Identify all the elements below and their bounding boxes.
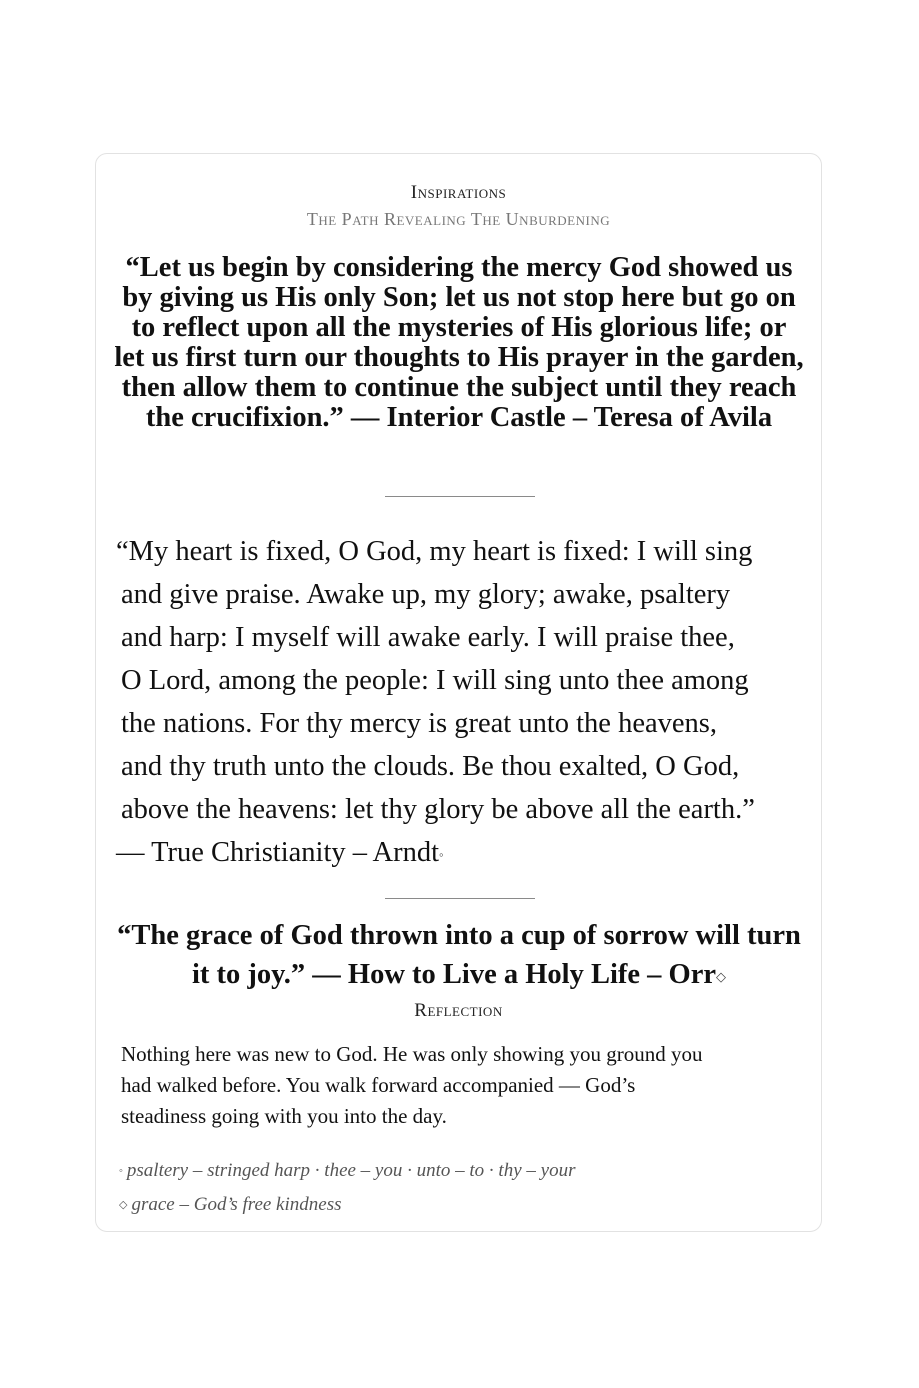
quote-orr <box>114 916 804 996</box>
quote-line: and give praise. Awake up, my glory; awake, psaltery <box>121 579 731 610</box>
quote-line: O Lord, among the people: I will sing unto thee among <box>121 665 749 696</box>
divider <box>385 496 535 497</box>
devotional-card <box>95 153 822 1232</box>
footnote-marker-diamond: ◇ <box>716 969 726 984</box>
quote-line: “My heart is fixed, O God, my heart is fixed: I will sing <box>116 536 753 567</box>
quote-text: “The grace of God thrown into a cup of sorrow will turn it to joy.” — How to Live a Holy Life – Orr <box>117 920 801 990</box>
footnote-text: psaltery – stringed harp · thee – you · unto – to · thy – your <box>126 1160 576 1181</box>
footnote <box>119 1154 799 1188</box>
quote-line: above the heavens: let thy glory be above all the earth.” <box>121 794 755 825</box>
footnote-marker-circle: ◦ <box>119 1165 123 1177</box>
reflection-line: Nothing here was new to God. He was only showing you ground you <box>121 1042 703 1066</box>
quote-arndt <box>116 530 806 876</box>
quote-teresa-of-avila: “Let us begin by considering the mercy God showed us by giving us His only Son; let us not stop here but go on to reflect upon all the mysteries of His glorious life; or let us first turn our thoughts to His prayer in the garden, then allow them to continue the subject until they reach the crucifixion.” — Interior Castle – Teresa of Avila <box>114 252 804 433</box>
section-title: Inspirations <box>410 182 507 203</box>
footnote <box>119 1188 799 1222</box>
reflection-body <box>121 1039 801 1132</box>
attribution-text: — True Christianity – Arndt <box>116 837 440 868</box>
reflection-line: had walked before. You walk forward accompanied — God’s <box>121 1073 636 1097</box>
quote-line: the nations. For thy mercy is great unto the heavens, <box>121 708 717 739</box>
footnote-marker-diamond: ◇ <box>119 1199 128 1211</box>
footnotes <box>119 1154 799 1222</box>
quote-attribution <box>116 831 806 876</box>
quote-line: and harp: I myself will awake early. I will praise thee, <box>121 622 735 653</box>
quote-line: and thy truth unto the clouds. Be thou exalted, O God, <box>121 751 740 782</box>
reflection-line: steadiness going with you into the day. <box>121 1104 447 1128</box>
footnote-text: grace – God’s free kindness <box>131 1194 342 1215</box>
section-subtitle: The Path Revealing The Unburdening <box>306 209 611 229</box>
footnote-marker-circle: ◦ <box>439 847 444 862</box>
reflection-title: Reflection <box>414 1000 503 1021</box>
divider <box>385 898 535 899</box>
